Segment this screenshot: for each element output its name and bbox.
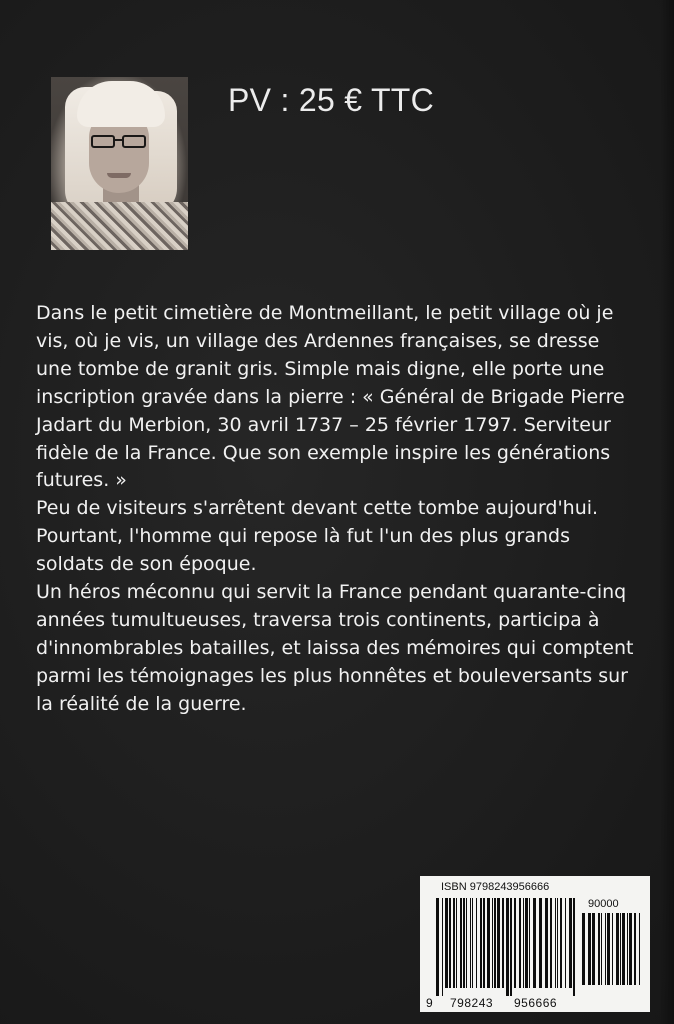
barcode-bar <box>463 898 465 988</box>
barcode-bar <box>449 898 451 988</box>
barcode-bar <box>557 898 558 988</box>
barcode-bar <box>502 898 504 988</box>
barcode-bar <box>497 898 500 988</box>
barcode-bar <box>456 898 457 988</box>
barcode-bar <box>639 913 640 985</box>
barcode-bar <box>525 898 528 988</box>
barcode-bar <box>616 913 619 985</box>
barcode-bar <box>494 898 496 988</box>
barcode-bar <box>539 898 542 988</box>
barcode-bar <box>492 898 493 988</box>
barcode-bar <box>573 898 575 996</box>
barcode-bar <box>569 898 572 988</box>
shirt <box>51 202 188 250</box>
barcode-bar <box>533 898 536 988</box>
barcode-bar <box>582 913 585 985</box>
barcode-bar <box>470 898 471 988</box>
mouth <box>107 173 131 178</box>
barcode-bar <box>622 913 625 985</box>
barcode-bar <box>629 913 632 985</box>
barcode-bar <box>480 898 482 988</box>
barcode-bar <box>466 898 467 988</box>
barcode-bar <box>487 898 490 988</box>
barcode-digit-first: 9 <box>426 996 434 1010</box>
isbn-barcode <box>420 876 650 1012</box>
barcode-bar <box>592 913 595 985</box>
barcode-bar <box>506 898 509 996</box>
blurb-paragraph-2: Peu de visiteurs s'arrêtent devant cette tombe aujourd'hui. Pourtant, l'homme qui repose là fut l'un des plus grands soldats de son époque. <box>36 497 599 576</box>
blurb-paragraph-3: Un héros méconnu qui servit la France pendant quarante-cinq années tumultueuses, traversa trois continents, participa à d'innombrables batailles, et laissa des mémoires qui comptent parmi les témoignages les plus honnêtes et bouleversants sur la réalité de la guerre. <box>36 581 634 715</box>
barcode-bar <box>445 898 448 988</box>
barcode-bar <box>510 898 512 996</box>
barcode-bar <box>476 898 477 988</box>
barcode-bar <box>519 898 521 988</box>
barcode-bar <box>453 898 455 988</box>
barcode-bar <box>472 898 473 988</box>
barcode-bar <box>560 898 562 988</box>
back-cover-blurb <box>36 300 636 719</box>
ean-barcode-bars <box>436 898 578 996</box>
barcode-bar <box>550 898 552 988</box>
hair-top <box>77 81 165 127</box>
blurb-paragraph-1: Dans le petit cimetière de Montmeillant, le petit village où je vis, où je vis, un village des Ardennes françaises, se dresse une tombe de granit gris. Simple mais digne, elle porte une inscription gravée dans la pierre : « Général de Brigade Pierre Jadart du Merbion, 30 avril 1737 – 25 février 1797. Serviteur fidèle de la France. Que son exemple inspire les générations futures. » <box>36 302 625 492</box>
barcode-bar <box>601 913 602 985</box>
barcode-bar <box>460 898 462 988</box>
barcode-bar <box>436 898 439 996</box>
addon-price-code: 90000 <box>588 898 619 910</box>
barcode-bar <box>605 913 606 985</box>
barcode-bar <box>483 898 485 988</box>
barcode-bar <box>555 898 556 988</box>
barcode-bar <box>442 898 443 996</box>
barcode-bar <box>598 913 600 985</box>
barcode-bar <box>545 898 548 988</box>
barcode-digits-right: 956666 <box>514 996 558 1010</box>
isbn-label: ISBN 9798243956666 <box>441 881 550 893</box>
barcode-bar <box>514 898 516 988</box>
barcode-bar <box>529 898 530 988</box>
barcode-bar <box>588 913 591 985</box>
author-photo <box>51 77 188 250</box>
barcode-bar <box>627 913 628 985</box>
barcode-bar <box>620 913 621 985</box>
addon-barcode-bars <box>582 913 642 993</box>
barcode-digits-left: 798243 <box>450 996 494 1010</box>
barcode-bar <box>565 898 566 988</box>
barcode-bar <box>523 898 524 988</box>
barcode-bar <box>612 913 613 985</box>
barcode-bar <box>634 913 636 985</box>
cover-edge-shadow <box>660 0 674 1024</box>
price-label: PV : 25 € TTC <box>228 82 435 118</box>
glasses-icon <box>91 135 147 149</box>
barcode-bar <box>607 913 610 985</box>
